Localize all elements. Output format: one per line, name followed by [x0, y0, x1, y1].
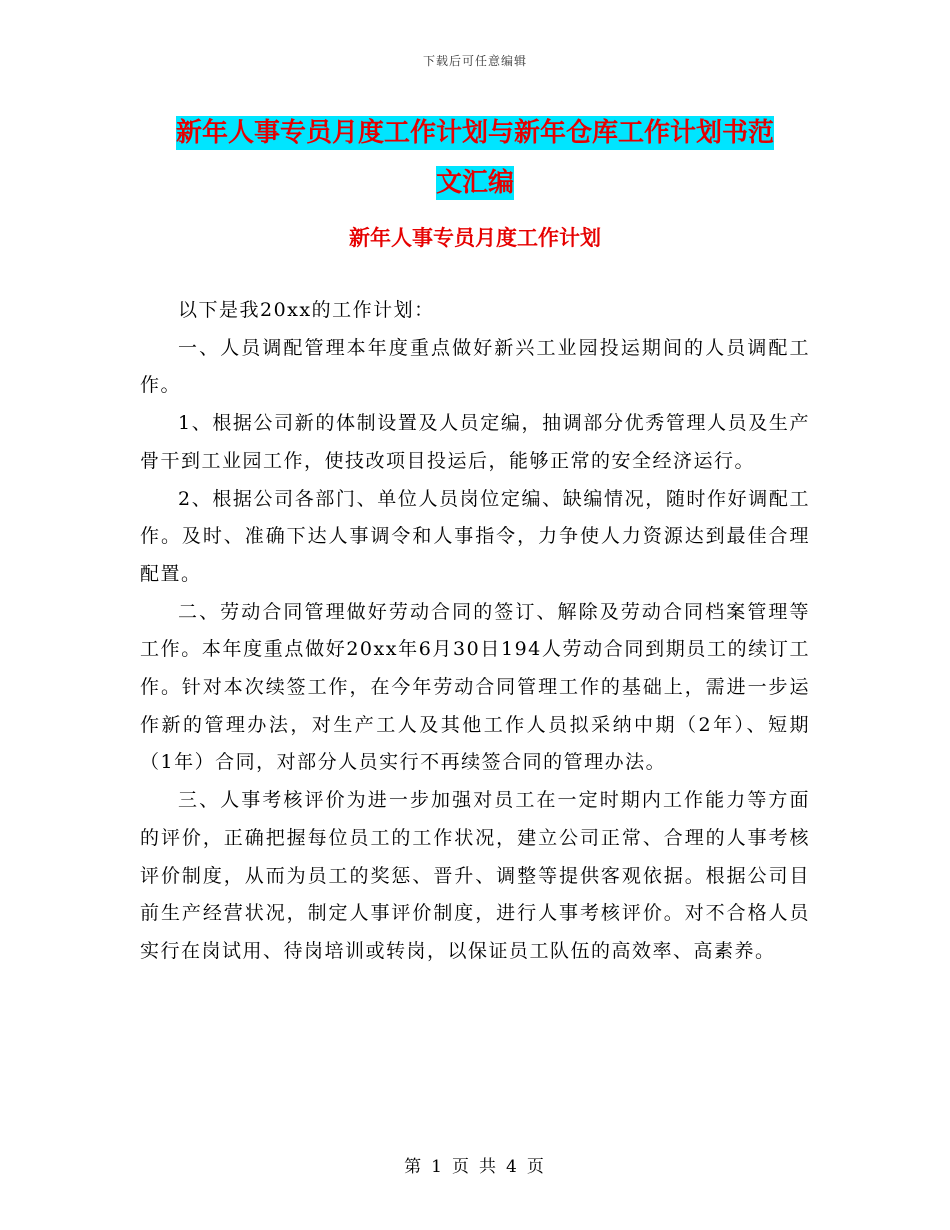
footer-page-label: 页 — [452, 1157, 471, 1177]
footer-page-number: 1 — [431, 1157, 444, 1177]
paragraph-allocation-item-2: 2、根据公司各部门、单位人员岗位定编、缺编情况，随时作好调配工作。及时、准确下达人事调令和人事指令，力争使人力资源达到最佳合理配置。 — [140, 487, 810, 585]
paragraph-allocation-item-1: 1、根据公司新的体制设置及人员定编，抽调部分优秀管理人员及生产骨干到工业园工作，使技改项目投运后，能够正常的安全经济运行。 — [140, 412, 810, 472]
document-title — [140, 108, 810, 208]
document-body — [140, 292, 810, 971]
footer-total-pages: 4 — [506, 1157, 519, 1177]
document-title-line-2: 文汇编 — [435, 168, 514, 198]
page-footer — [0, 1152, 950, 1177]
footer-suffix: 页 — [526, 1157, 546, 1177]
footer-prefix: 第 — [404, 1157, 424, 1177]
paragraph-labor-contract: 二、劳动合同管理做好劳动合同的签订、解除及劳动合同档案管理等工作。本年度重点做好20xx年6月30日194人劳动合同到期员工的续订工作。针对本次续签工作，在今年劳动合同管理工作的基础上，需进一步运作新的管理办法，对生产工人及其他工作人员拟采纳中期（2年）、短期（1年）合同，对部分人员实行不再续签合同的管理办法。 — [140, 600, 810, 774]
paragraph-staff-allocation: 一、人员调配管理本年度重点做好新兴工业园投运期间的人员调配工作。 — [140, 336, 810, 397]
header-note: 下载后可任意编辑 — [422, 54, 527, 68]
document-title-line-1: 新年人事专员月度工作计划与新年仓库工作计划书范 — [175, 118, 774, 148]
section-title: 新年人事专员月度工作计划 — [349, 225, 601, 250]
footer-total-prefix: 共 — [479, 1157, 498, 1177]
paragraph-personnel-assessment: 三、人事考核评价为进一步加强对员工在一定时期内工作能力等方面的评价，正确把握每位员工的工作状况，建立公司正常、合理的人事考核评价制度，从而为员工的奖惩、晋升、调整等提供客观依据。根据公司目前生产经营状况，制定人事评价制度，进行人事考核评价。对不合格人员实行在岗试用、待岗培训或转岗，以保证员工队伍的高效率、高素养。 — [140, 789, 810, 962]
paragraph-intro: 以下是我20xx的工作计划： — [178, 299, 435, 321]
